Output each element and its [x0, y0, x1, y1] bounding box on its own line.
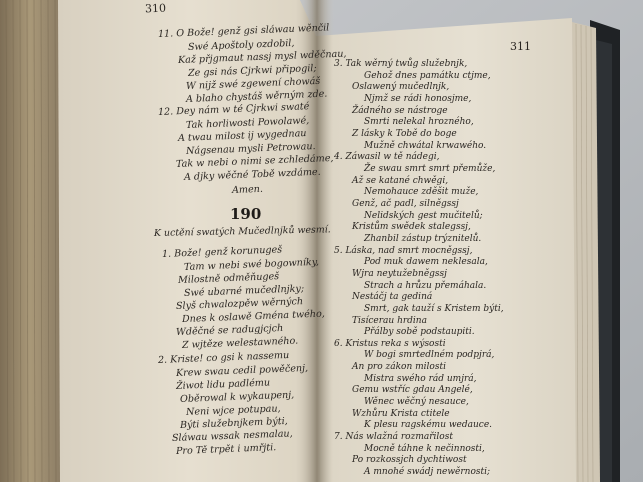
right-line-35: Po rozkossjch dychtiwost [352, 455, 467, 466]
left-line-12: A djky wěčné Tobě wzdáme. [183, 166, 321, 183]
right-line-4: Njmž se rádi honosjme, [364, 94, 472, 104]
right-line-26: W bogi smrtedlném podpjrá, [364, 350, 495, 361]
left-line-21: Z wjtěze welestawného. [181, 335, 299, 351]
left-line-17: Swé ubarné mučedlnjky; [183, 283, 305, 299]
left-page-edges [0, 0, 60, 482]
right-line-24: Přálby sobě podstaupiti. [364, 327, 475, 338]
left-line-13: Amen. [231, 183, 264, 196]
left-line-16: Milostně odměňugeš [177, 271, 280, 286]
right-line-34: Mocně táhne k nečinnosti, [364, 443, 485, 454]
right-line-21: Nestáčj ta gediná [352, 292, 433, 303]
right-line-17: 5. Láska, nad smrt mocněgssj, [334, 245, 473, 256]
right-line-31: Wzhůru Krista ctitele [352, 408, 450, 419]
left-line-2: Swé Apoštoly ozdobil, [187, 37, 295, 53]
left-line-9: A twau milost ij wygednau [177, 128, 307, 144]
right-line-10: Že swau smrt smrt přemůže, [364, 163, 496, 174]
left-line-6: A blaho chystáš wěrným zde. [185, 88, 328, 105]
right-line-5: Žádného se nástroge [352, 105, 448, 116]
left-line-22: 2. Kriste! co gsi k nassemu [157, 349, 290, 366]
right-line-14: Nelidských gest mučitelů; [364, 210, 483, 221]
right-line-9: 4. Záwasil w tě nádegi, [334, 152, 440, 163]
right-line-1: 3. Tak wěrný twůg služebnjk, [334, 59, 468, 69]
right-line-11: Až se katané chwěgi, [352, 175, 449, 186]
right-line-6: Smrti nelekal hrozného, [364, 117, 474, 128]
right-line-20: Strach a hrůzu přemáhala. [364, 280, 487, 291]
right-line-12: Nemohauce zděšit muže, [364, 187, 479, 198]
left-line-27: Býti služebnjkem býti, [179, 415, 288, 431]
hymn-number: 190 [230, 205, 262, 223]
left-line-11: Tak w nebi o nimi se zchledáme, [175, 152, 334, 170]
left-line-25: Oběrowal k wykaupenj, [179, 389, 295, 405]
right-line-32: K plesu ragskému wedauce. [364, 420, 493, 431]
right-line-23: Tisícerau hrdina [352, 315, 427, 326]
left-line-23: Krew swau cedil powěčenj, [175, 362, 309, 379]
right-line-2: Gehož dnes památku ctjme, [364, 70, 491, 81]
right-page-number: 311 [510, 40, 531, 53]
left-line-7: 12. Dey nám w té Cjrkwi swaté [157, 101, 310, 118]
left-line-3: Kaž přjgmaut nassj mysl wděčnau, [177, 48, 347, 66]
right-line-30: Wěnec wěčný nesauce, [364, 397, 469, 408]
left-line-14: 1. Bože! genž korunugeš [161, 244, 283, 260]
right-line-7: Z lásky k Tobě do boge [352, 128, 457, 139]
right-line-16: Zhanbil zástup trýznitelů. [364, 233, 482, 244]
left-line-26: Neni wjce potupau, [185, 403, 281, 418]
right-line-27: An pro zákon milosti [352, 362, 446, 373]
right-line-13: Genž, ač padl, silněgssj [352, 198, 459, 209]
right-line-8: Mužně chwátal krwawého. [364, 140, 487, 151]
right-line-15: Kristům swědek stalegssj, [352, 222, 471, 233]
left-line-19: Dnes k oslawě Gména twého, [181, 308, 326, 325]
left-line-15: Tam w nebi swé bogowníky, [183, 256, 320, 273]
right-line-36: A mnohé swádj newěrnosti; [364, 467, 491, 477]
right-line-29: Gemu wstříc gdau Angelé, [352, 385, 473, 396]
left-line-18: Slyš chwalozpěw wěrných [175, 296, 304, 312]
left-line-8: Tak horliwosti Powolawé, [185, 115, 310, 131]
right-line-3: Oslawený mučedlnjk, [352, 82, 450, 93]
left-line-4: Ze gsi nás Cjrkwi připogil; [187, 63, 317, 79]
left-line-5: W nijž swé zgewení chowáš [185, 75, 321, 92]
left-line-28: Sláwau wssak nesmalau, [171, 428, 293, 444]
left-line-24: Žiwot lidu padlému [175, 377, 271, 392]
right-line-25: 6. Kristus reka s wýsosti [334, 338, 446, 349]
left-line-29: Pro Tě trpět i umřjti. [175, 442, 277, 457]
right-line-19: Wjra neytužebněgssj [352, 268, 447, 279]
right-line-18: Pod muk dawem neklesala, [364, 257, 488, 268]
left-line-10: Nágsenau mysli Petrowau. [185, 141, 316, 157]
right-line-33: 7. Nás wlažná rozmařilost [334, 432, 453, 442]
left-page-number: 310 [144, 1, 167, 16]
right-line-28: Mistra swého rád umjrá, [364, 373, 477, 384]
left-line-20: Wděčné se radugjcjch [175, 322, 284, 338]
right-line-22: Smrt, gak tauží s Kristem býti, [364, 303, 504, 314]
left-line-1: 11. O Bože! genž gsi sláwau wěnčil [157, 22, 330, 40]
hymn-title: K uctění swatých Mučedlnjků wesmí. [153, 224, 331, 239]
